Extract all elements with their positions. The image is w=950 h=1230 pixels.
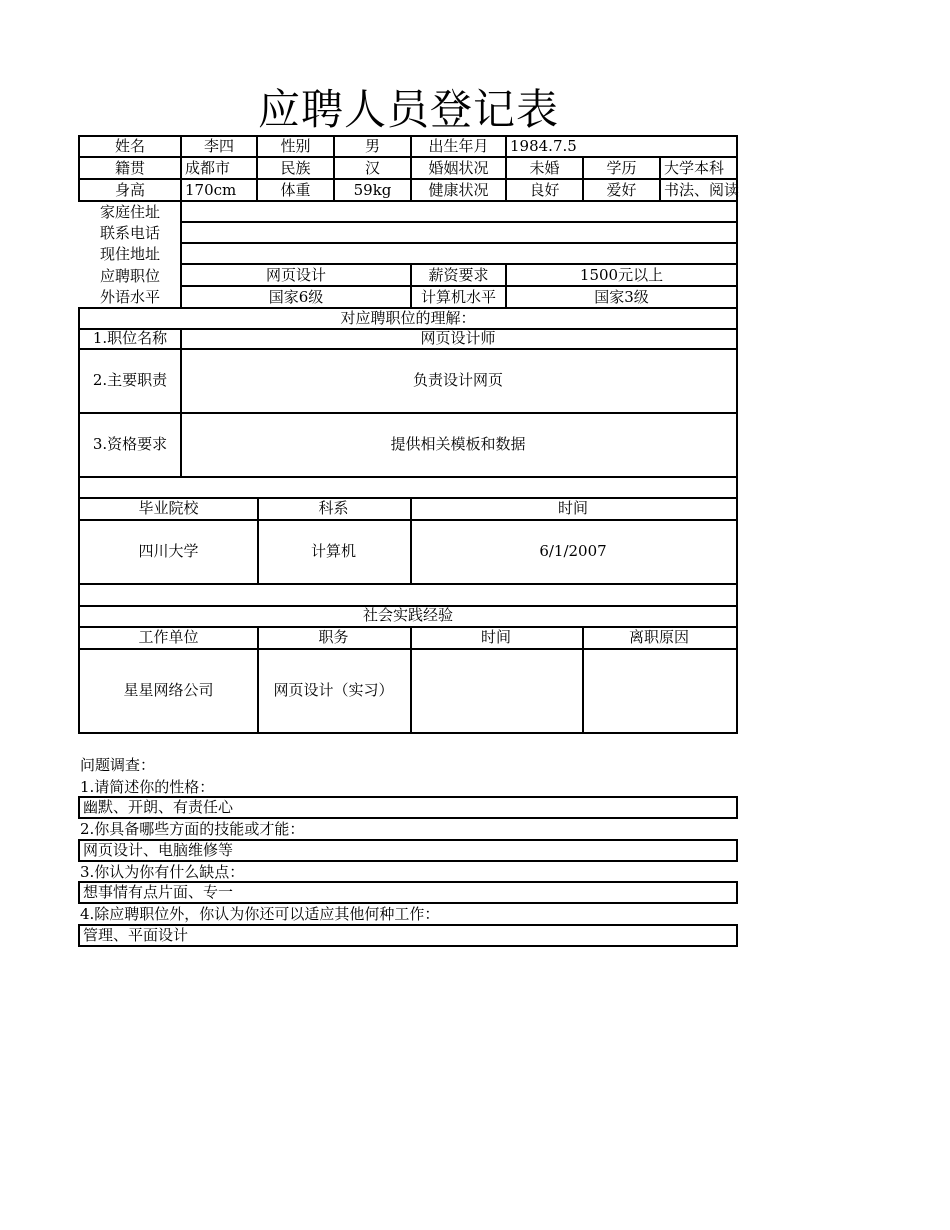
question-4: 4.除应聘职位外，你认为你还可以适应其他何种工作：: [80, 905, 440, 923]
spacer-row: [78, 476, 738, 499]
duty-value: 负责设计网页: [180, 348, 738, 414]
answer-1[interactable]: 幽默、开朗、有责任心: [78, 796, 738, 819]
hobby-label: 爱好: [584, 180, 661, 202]
salary-label: 薪资要求: [412, 265, 507, 287]
phone-label: 联系电话: [99, 224, 160, 242]
major-value: 计算机: [257, 519, 412, 585]
qualification-label: 3.资格要求: [78, 412, 182, 478]
health-value: 良好: [507, 180, 584, 202]
current-address-value[interactable]: [180, 244, 738, 265]
qualification-value: 提供相关模板和数据: [180, 412, 738, 478]
position-label: 应聘职位: [99, 266, 160, 285]
job-name-label: 1.职位名称: [78, 328, 182, 350]
language-label: 外语水平: [99, 288, 160, 306]
education-label: 学历: [584, 158, 661, 180]
question-2: 2.你具备哪些方面的技能或才能：: [80, 820, 305, 838]
height-value: 170cm: [182, 180, 258, 202]
gender-value: 男: [335, 135, 412, 158]
gender-label: 性别: [258, 135, 335, 158]
phone-value[interactable]: [180, 223, 738, 244]
birth-value: 1984.7.5: [507, 135, 738, 158]
edu-time-label: 时间: [410, 497, 738, 521]
major-label: 科系: [257, 497, 412, 521]
answer-4[interactable]: 管理、平面设计: [78, 924, 738, 947]
role-value: 网页设计（实习）: [257, 648, 412, 734]
ethnic-value: 汉: [335, 158, 412, 180]
name-value: 李四: [182, 135, 258, 158]
reason-value: [582, 648, 738, 734]
form-title: 应聘人员登记表: [257, 85, 559, 134]
question-3: 3.你认为你有什么缺点：: [80, 863, 245, 881]
spacer-row: [78, 583, 738, 607]
understanding-header: 对应聘职位的理解：: [78, 307, 738, 330]
ethnic-label: 民族: [258, 158, 335, 180]
health-label: 健康状况: [412, 180, 507, 202]
birth-label: 出生年月: [412, 135, 507, 158]
computer-value: 国家3级: [507, 287, 738, 308]
company-value: 星星网络公司: [78, 648, 259, 734]
language-value: 国家6级: [180, 287, 412, 308]
answer-2[interactable]: 网页设计、电脑维修等: [78, 839, 738, 862]
position-value: 网页设计: [180, 265, 412, 287]
name-label: 姓名: [78, 135, 182, 158]
exp-time-label: 时间: [410, 626, 584, 650]
role-label: 职务: [257, 626, 412, 650]
exp-time-value: [410, 648, 584, 734]
native-label: 籍贯: [78, 158, 182, 180]
weight-label: 体重: [258, 180, 335, 202]
marital-label: 婚姻状况: [412, 158, 507, 180]
question-1: 1.请简述你的性格：: [80, 778, 215, 796]
survey-title: 问题调查：: [80, 756, 156, 774]
reason-label: 离职原因: [582, 626, 738, 650]
job-name-value: 网页设计师: [180, 328, 738, 350]
school-label: 毕业院校: [78, 497, 259, 521]
home-label: 家庭住址: [99, 203, 160, 221]
weight-value: 59kg: [335, 180, 412, 202]
hobby-value: 书法、阅读: [661, 180, 738, 202]
experience-header: 社会实践经验: [78, 605, 738, 628]
company-label: 工作单位: [78, 626, 259, 650]
marital-value: 未婚: [507, 158, 584, 180]
education-value: 大学本科: [661, 158, 738, 180]
answer-3[interactable]: 想事情有点片面、专一: [78, 881, 738, 904]
edu-time-value: 6/1/2007: [410, 519, 738, 585]
home-value[interactable]: [180, 202, 738, 223]
duty-label: 2.主要职责: [78, 348, 182, 414]
computer-label: 计算机水平: [412, 287, 507, 308]
native-value: 成都市: [182, 158, 258, 180]
salary-value: 1500元以上: [507, 265, 738, 287]
current-address-label: 现住地址: [99, 245, 160, 263]
height-label: 身高: [78, 180, 182, 202]
school-value: 四川大学: [78, 519, 259, 585]
